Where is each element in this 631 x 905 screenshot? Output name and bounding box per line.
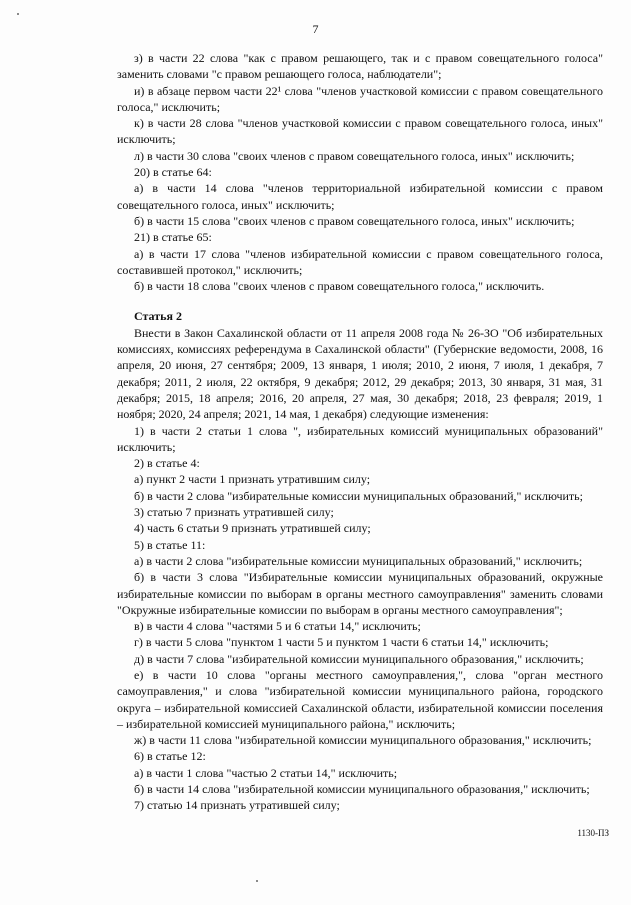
paragraph: б) в части 15 слова "своих членов с правом совещательного голоса, иных" исключить;: [134, 213, 575, 228]
article-paragraph: Внести в Закон Сахалинской области от 11 апреля 2008 года № 26-ЗО "Об избирательных комиссиях, комиссиях референдума в Сахалинской области" (Губернские ведомости, 2008, 16 апреля, 20 июня, 27 сентября; 2009, 13 января, 1 июля; 2010, 2 июня, 7 июля, 1 декабря, 7 декабря; 2011, 2 июля, 22 октября, 9 декабря; 2012, 29 декабря; 2013, 30 января, 31 мая, 31 декабря; 2015, 18 апреля; 2016, 20 апреля, 27 мая, 30 декабря; 2018, 23 февраля; 2019, 1 ноября; 2020, 24 апреля; 2021, 14 мая, 1 декабря) следующие изменения:: [117, 325, 603, 422]
paragraph: к) в части 28 слова "членов участковой комиссии с правом совещательного голоса, иных" исключить;: [117, 116, 603, 147]
article-paragraph: б) в части 2 слова "избирательные комиссии муниципальных образований," исключить;: [134, 488, 583, 503]
article-paragraph: д) в части 7 слова "избирательной комиссии муниципального образования," исключить;: [134, 651, 584, 666]
paragraph: 21) в статье 65:: [134, 230, 212, 245]
paragraph: л) в части 30 слова "своих членов с правом совещательного голоса, иных" исключить;: [134, 148, 575, 163]
article-paragraph: 3) статью 7 признать утратившей силу;: [134, 505, 334, 520]
page-number: 7: [312, 22, 319, 36]
article-paragraph: е) в части 10 слова "органы местного самоуправления,", слова "орган местного самоуправления," и слова "избирательной комиссии муниципального района, городского округа – избирательной комиссией Сахалинской области, избирательной комиссии поселения – избирательной комиссией муниципального района," исключить;: [117, 667, 603, 731]
article-paragraph: б) в части 3 слова "Избирательные комиссии муниципальных образований, окружные избирательные комиссии по выборам в органы местного самоуправления" заменить словами "Окружные избирательные комиссии по выборам в органы местного самоуправления";: [117, 570, 603, 617]
article-paragraph: 5) в статье 11:: [134, 537, 206, 552]
document-code: 1130-ПЗ: [577, 828, 609, 838]
paragraph: б) в части 18 слова "своих членов с правом совещательного голоса," исключить.: [134, 279, 545, 294]
paragraph: а) в части 14 слова "членов территориальной избирательной комиссии с правом совещательного голоса, иных" исключить;: [117, 181, 603, 212]
article-paragraph: а) в части 1 слова "частью 2 статьи 14," исключить;: [134, 765, 398, 780]
article-paragraph: 1) в части 2 статьи 1 слова ", избирательных комиссий муниципальных образований" исключить;: [117, 423, 603, 454]
article-paragraph: ж) в части 11 слова "избирательной комиссии муниципального образования," исключить;: [134, 733, 592, 748]
document-body: [117, 50, 603, 814]
article-heading: Статья 2: [134, 309, 182, 324]
paragraph: 20) в статье 64:: [134, 165, 212, 180]
article-paragraph: а) в части 2 слова "избирательные комиссии муниципальных образований," исключить;: [134, 553, 583, 568]
scan-speck: [256, 880, 258, 882]
article-paragraph: 4) часть 6 статьи 9 признать утратившей силу;: [134, 521, 371, 536]
article-paragraph: 2) в статье 4:: [134, 456, 200, 471]
article-paragraph: 6) в статье 12:: [134, 749, 206, 764]
article-paragraph: г) в части 5 слова "пунктом 1 части 5 и пунктом 1 части 6 статьи 14," исключить;: [134, 635, 549, 650]
scan-speck: [17, 13, 19, 15]
article-paragraph: в) в части 4 слова "частями 5 и 6 статьи 14," исключить;: [134, 619, 421, 634]
paragraph: а) в части 17 слова "членов избирательной комиссии с правом совещательного голоса, составившей протокол," исключить;: [117, 246, 603, 277]
article-paragraph: 7) статью 14 признать утратившей силу;: [134, 798, 340, 813]
paragraph: и) в абзаце первом части 22¹ слова "членов участковой комиссии с правом совещательного голоса," исключить;: [117, 83, 603, 114]
article-paragraph: б) в части 14 слова "избирательной комиссии муниципального образования," исключить;: [134, 782, 590, 797]
paragraph: з) в части 22 слова "как с правом решающего, так и с правом совещательного голоса" заменить словами "с правом решающего голоса, наблюдатели";: [117, 51, 603, 82]
article-paragraph: а) пункт 2 части 1 признать утратившим силу;: [134, 472, 371, 487]
